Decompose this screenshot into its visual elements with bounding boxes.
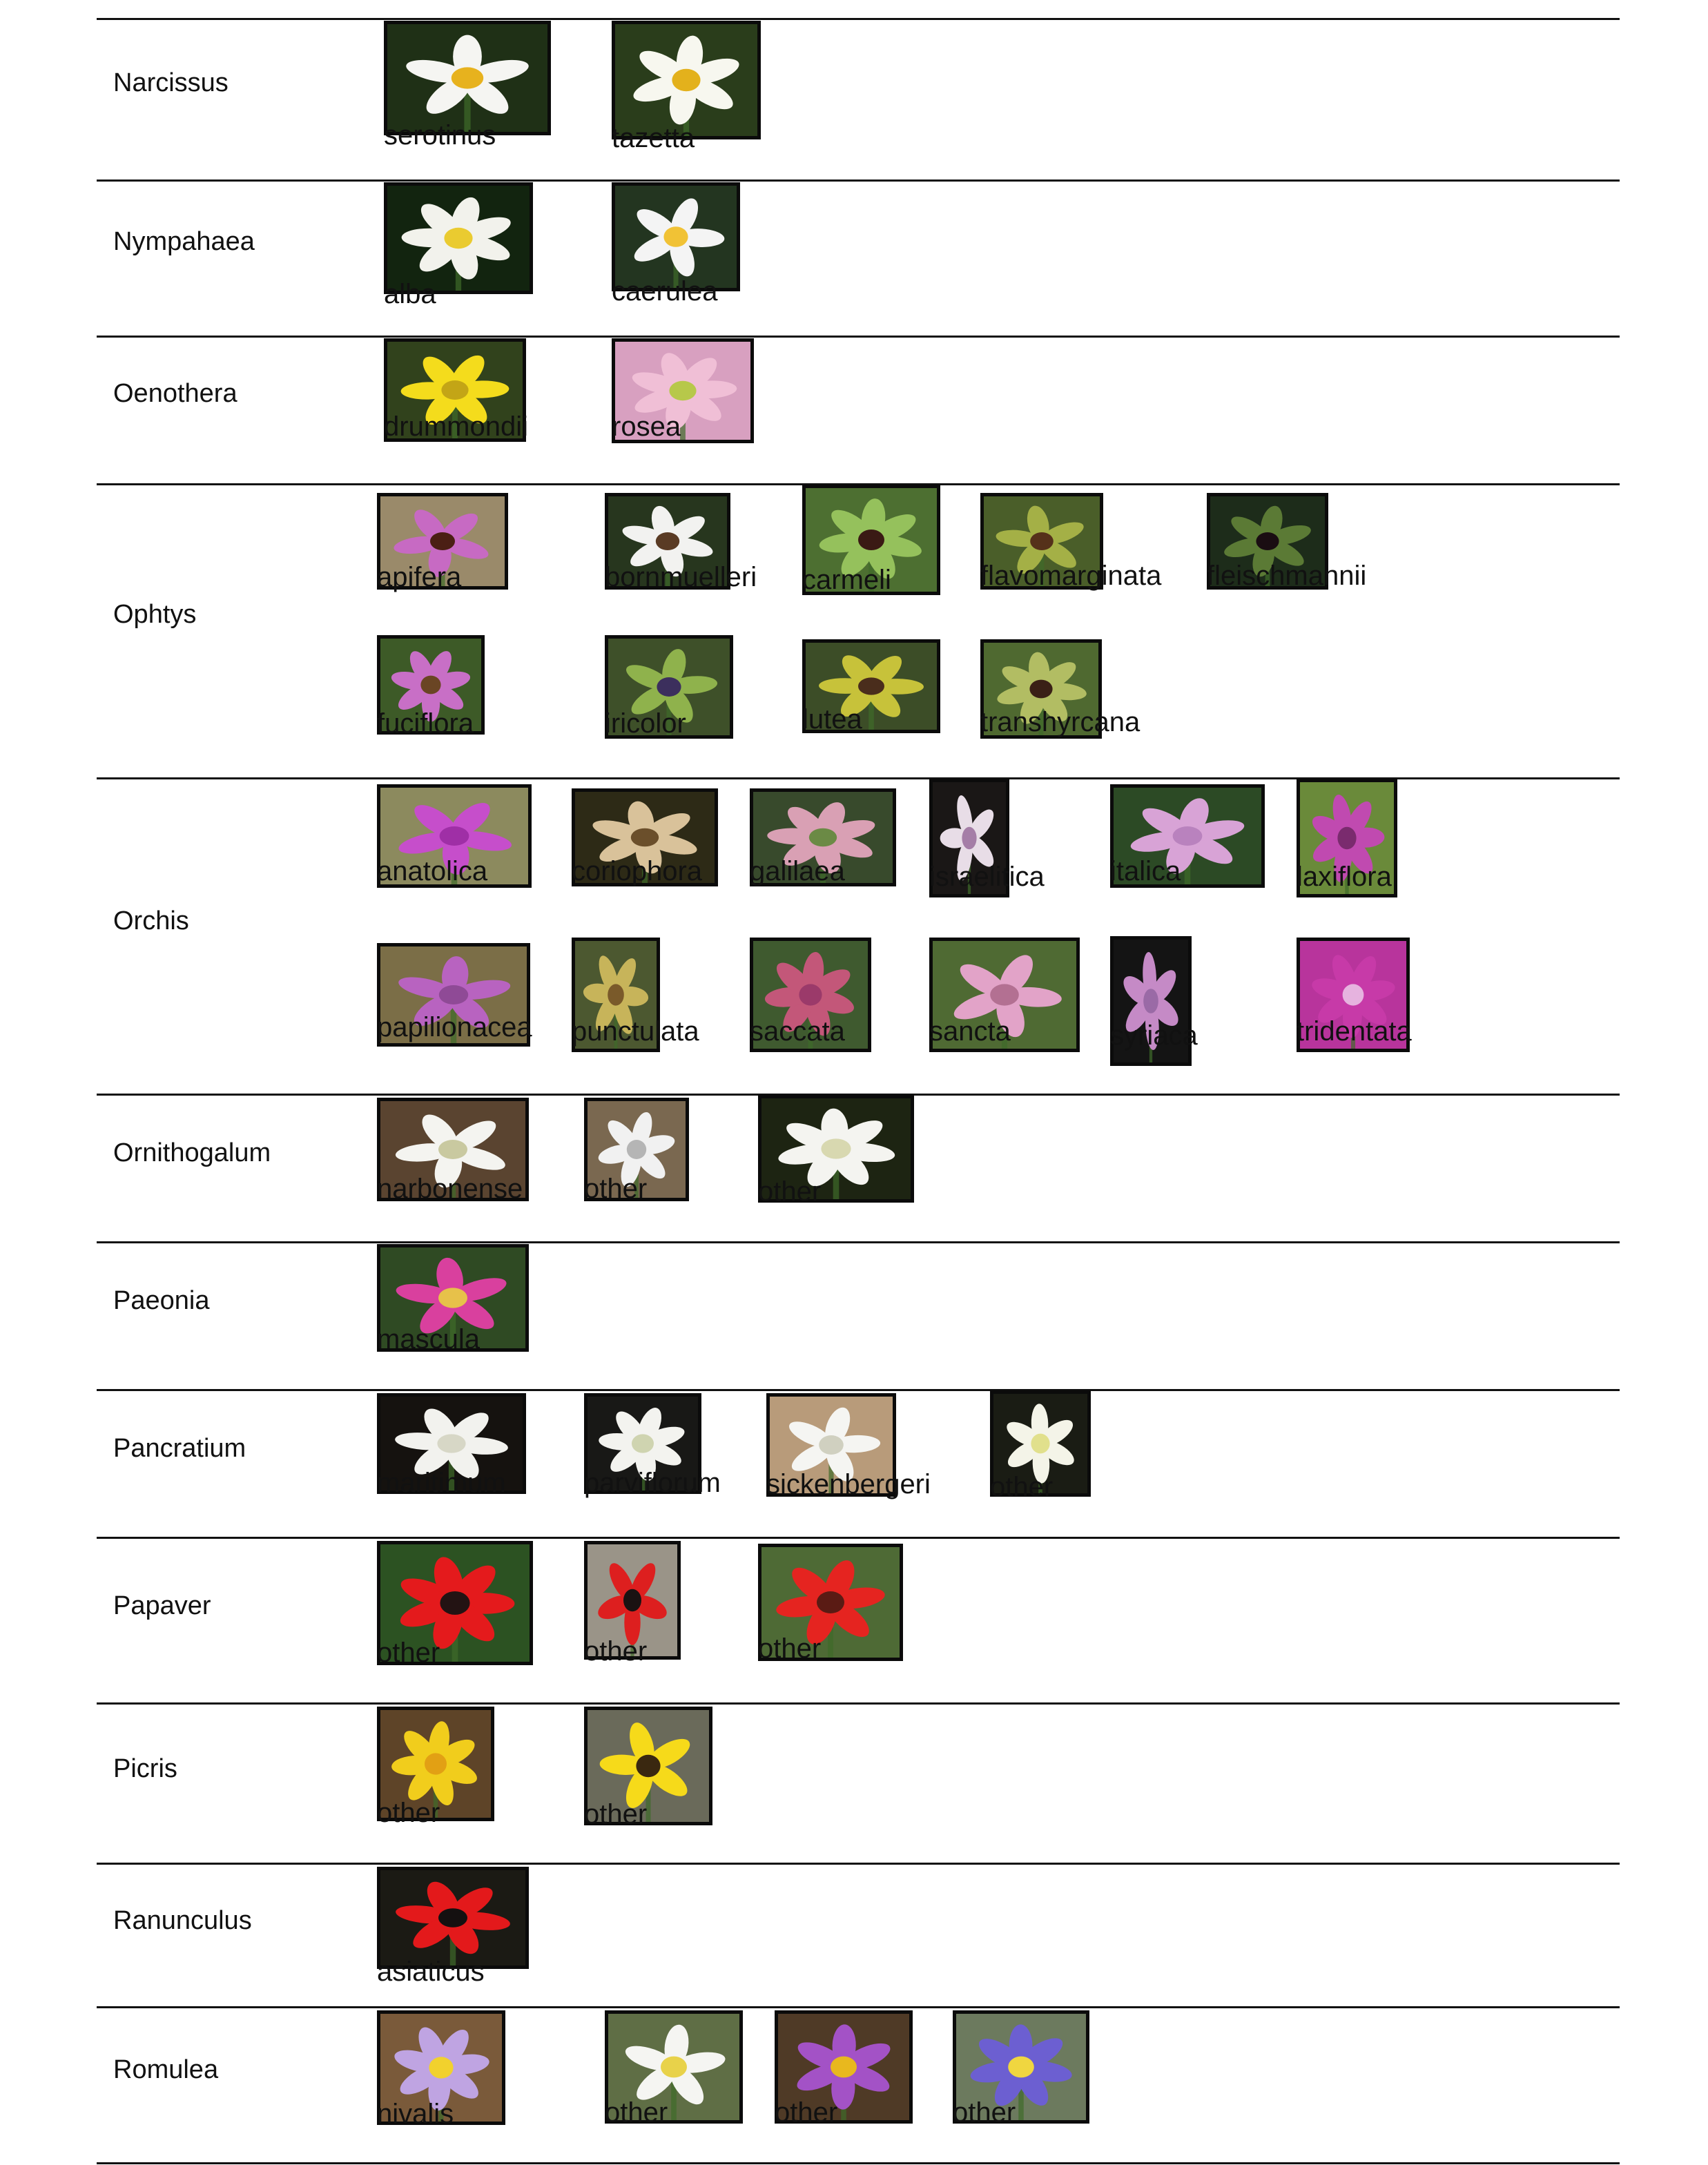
species-caption: transhyrcana <box>980 707 1141 737</box>
genus-label: Ophtys <box>113 600 197 629</box>
species-caption: other <box>377 1638 440 1668</box>
genus-label: Romulea <box>113 2055 219 2084</box>
flower-photo-art <box>387 24 547 132</box>
species-caption: flavomarginata <box>980 561 1162 591</box>
species-caption: other <box>584 1174 648 1204</box>
row-divider <box>97 1537 1620 1539</box>
species-caption: nivalis <box>377 2099 454 2129</box>
species-caption: papilionacea <box>377 1012 532 1042</box>
row-divider <box>97 179 1620 182</box>
species-caption: sancta <box>929 1016 1011 1047</box>
species-caption: other <box>605 2097 668 2128</box>
species-caption: galilaea <box>750 856 845 886</box>
species-caption: other <box>775 2097 838 2128</box>
species-caption: sickenbergeri <box>766 1469 931 1499</box>
species-caption: mascula <box>377 1324 480 1355</box>
genus-label: Paeonia <box>113 1286 210 1315</box>
species-caption: fuciflora <box>377 708 474 739</box>
species-caption: lutea <box>802 704 862 735</box>
species-caption: tazetta <box>612 123 695 153</box>
row-divider <box>97 2162 1620 2164</box>
species-caption: other <box>758 1633 822 1664</box>
genus-label: Papaver <box>113 1591 211 1620</box>
species-caption: syriaca <box>1110 1020 1198 1051</box>
genus-label: Oenothera <box>113 379 237 408</box>
row-divider <box>97 18 1620 20</box>
genus-label: Picris <box>113 1754 177 1783</box>
genus-label: Orchis <box>113 906 189 935</box>
species-caption: saccata <box>750 1016 845 1047</box>
genus-label: Ranunculus <box>113 1906 252 1935</box>
flower-photo-art <box>387 186 530 291</box>
species-caption: rosea <box>612 411 681 442</box>
species-caption: iricolor <box>605 708 686 739</box>
species-caption: caerulea <box>612 276 718 307</box>
flower-photo-art <box>615 186 737 288</box>
species-caption: punctulata <box>572 1016 699 1047</box>
species-caption: israelitica <box>929 862 1045 892</box>
species-caption: apifera <box>377 562 462 592</box>
genus-label: Ornithogalum <box>113 1138 271 1167</box>
species-caption: maritimum <box>377 1468 506 1498</box>
species-caption: other <box>758 1176 822 1207</box>
species-caption: other <box>584 1636 648 1667</box>
flower-photo-art <box>615 24 757 136</box>
row-divider <box>97 1241 1620 1243</box>
species-caption: other <box>990 1472 1054 1502</box>
species-caption: other <box>377 1798 440 1828</box>
species-caption: asiaticus <box>377 1957 485 1987</box>
row-divider <box>97 1702 1620 1705</box>
species-caption: other <box>953 2097 1016 2128</box>
species-caption: tridentata <box>1297 1016 1412 1047</box>
species-caption: carmeli <box>802 565 891 595</box>
species-caption: alba <box>384 279 436 309</box>
row-divider <box>97 336 1620 338</box>
species-caption: serotinus <box>384 120 496 151</box>
species-caption: fleischmannii <box>1207 561 1367 591</box>
species-caption: drummondii <box>384 411 528 442</box>
row-divider <box>97 2006 1620 2008</box>
genus-label: Nympahaea <box>113 227 255 256</box>
species-caption: laxiflora <box>1297 862 1392 892</box>
species-caption: bornmuelleri <box>605 562 757 592</box>
species-caption: parviflorum <box>584 1468 721 1498</box>
genus-label: Narcissus <box>113 68 229 97</box>
flower-photo <box>377 1867 529 1969</box>
flower-photo-art <box>380 1870 525 1965</box>
genus-label: Pancratium <box>113 1434 246 1463</box>
row-divider <box>97 1863 1620 1865</box>
species-caption: narbonense <box>377 1174 523 1204</box>
row-divider <box>97 1389 1620 1391</box>
species-caption: other <box>584 1799 648 1829</box>
species-caption: anatolica <box>377 856 488 886</box>
species-caption: coriophora <box>572 856 703 886</box>
species-caption: italica <box>1110 856 1181 886</box>
